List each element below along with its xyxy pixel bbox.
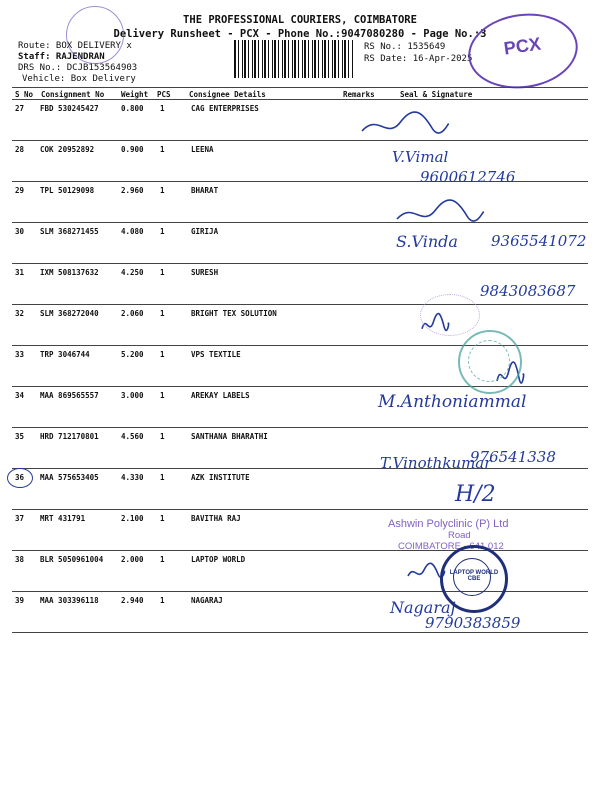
signature-text: V.Vimal	[392, 148, 449, 166]
table-top-rule	[12, 87, 588, 88]
signature-text: M.Anthoniammal	[378, 392, 527, 412]
row-consignee: NAGARAJ	[191, 596, 223, 605]
row-sno: 38	[15, 555, 25, 564]
table-header-rule	[12, 99, 588, 100]
row-consignment-no: TRP 3046744	[40, 350, 90, 359]
vehicle-label: Vehicle: Box Delivery	[22, 74, 136, 84]
row-pcs: 1	[160, 186, 165, 195]
row-consignment-no: IXM 508137632	[40, 268, 99, 277]
row-sno: 30	[15, 227, 25, 236]
row-weight: 2.060	[121, 309, 144, 318]
barcode	[232, 40, 357, 80]
row-pcs: 1	[160, 473, 165, 482]
col-sno: S No	[15, 90, 34, 99]
row-weight: 2.000	[121, 555, 144, 564]
row-consignee: SANTHANA BHARATHI	[191, 432, 268, 441]
row-consignment-no: BLR 5050961004	[40, 555, 104, 564]
row-consignee: LEENA	[191, 145, 214, 154]
row-consignee: VPS TEXTILE	[191, 350, 241, 359]
row-pcs: 1	[160, 268, 165, 277]
row-pcs: 1	[160, 309, 165, 318]
col-seal: Seal & Signature	[400, 90, 473, 99]
row-pcs: 1	[160, 145, 165, 154]
teal-seal-stamp	[458, 330, 522, 394]
row-weight: 4.330	[121, 473, 144, 482]
row-consignment-no: MAA 869565557	[40, 391, 99, 400]
col-remarks: Remarks	[343, 90, 375, 99]
row-sno: 29	[15, 186, 25, 195]
sno-36-circle	[7, 468, 33, 488]
row-divider	[12, 140, 588, 141]
signature-scribble	[395, 198, 485, 228]
row-divider	[12, 468, 588, 469]
row-weight: 5.200	[121, 350, 144, 359]
row-consignee: LAPTOP WORLD	[191, 555, 246, 564]
row-sno: 39	[15, 596, 25, 605]
row-divider	[12, 263, 588, 264]
row-consignee: GIRIJA	[191, 227, 219, 236]
signature-phone: 9843083687	[480, 282, 576, 300]
clinic-stamp-city: COIMBATORE - 641 012	[398, 541, 504, 552]
col-weight: Weight	[121, 90, 149, 99]
row-weight: 4.080	[121, 227, 144, 236]
row-sno: 33	[15, 350, 25, 359]
signature-scribble	[360, 110, 450, 140]
row-weight: 3.000	[121, 391, 144, 400]
row-consignee: CAG ENTERPRISES	[191, 104, 259, 113]
row-consignment-no: TPL 50129098	[40, 186, 95, 195]
row-divider	[12, 304, 588, 305]
signature-text: T.Vinothkumar	[380, 454, 492, 472]
row-sno: 37	[15, 514, 25, 523]
pcx-stamp-text: PCX	[502, 33, 543, 59]
rs-no-label: RS No.: 1535649	[364, 42, 446, 52]
laptop-world-stamp	[440, 545, 508, 613]
row-pcs: 1	[160, 227, 165, 236]
row-divider	[12, 222, 588, 223]
row-sno: 31	[15, 268, 25, 277]
row-divider	[12, 632, 588, 633]
company-title: THE PROFESSIONAL COURIERS, COIMBATORE	[183, 14, 417, 26]
staff-label: Staff: RAJENDRAN	[18, 52, 105, 62]
signature-phone: 9365541072	[491, 232, 587, 250]
row-consignment-no: MRT 431791	[40, 514, 86, 523]
signature-text: H/2	[455, 482, 496, 507]
row-pcs: 1	[160, 350, 165, 359]
route-label: Route: BOX DELIVERY x	[18, 41, 132, 51]
signature-text: Nagaraj	[390, 598, 456, 617]
row-weight: 0.800	[121, 104, 144, 113]
row-consignment-no: SLM 368272040	[40, 309, 99, 318]
col-pcs: PCS	[157, 90, 171, 99]
signature-text: S.Vinda	[396, 232, 458, 251]
row-pcs: 1	[160, 391, 165, 400]
row-consignee: AREKAY LABELS	[191, 391, 250, 400]
signature-phone: 976541338	[470, 448, 556, 466]
row-sno: 27	[15, 104, 25, 113]
row-pcs: 1	[160, 555, 165, 564]
drs-label: DRS No.: DCJB153564903	[18, 63, 138, 73]
purple-faint-stamp	[420, 294, 480, 336]
clinic-stamp-road: Road	[448, 530, 471, 541]
row-consignee: BAVITHA RAJ	[191, 514, 241, 523]
row-sno: 36	[15, 473, 25, 482]
laptop-world-stamp-text: LAPTOP WORLD CBE	[449, 570, 499, 582]
row-weight: 4.250	[121, 268, 144, 277]
row-consignment-no: COK 20952892	[40, 145, 95, 154]
row-weight: 2.100	[121, 514, 144, 523]
row-consignment-no: HRD 712170801	[40, 432, 99, 441]
row-consignee: BRIGHT TEX SOLUTION	[191, 309, 277, 318]
row-weight: 4.560	[121, 432, 144, 441]
row-sno: 28	[15, 145, 25, 154]
col-consignee: Consignee Details	[189, 90, 266, 99]
row-consignee: AZK INSTITUTE	[191, 473, 250, 482]
row-sno: 34	[15, 391, 25, 400]
row-weight: 2.960	[121, 186, 144, 195]
row-pcs: 1	[160, 514, 165, 523]
row-divider	[12, 427, 588, 428]
row-weight: 0.900	[121, 145, 144, 154]
signature-phone: 9790383859	[425, 614, 521, 632]
runsheet-subtitle: Delivery Runsheet - PCX - Phone No.:9047080280 - Page No.:3	[113, 28, 487, 40]
row-pcs: 1	[160, 596, 165, 605]
row-weight: 2.940	[121, 596, 144, 605]
row-divider	[12, 509, 588, 510]
corner-stamp-left	[66, 6, 124, 64]
row-consignee: BHARAT	[191, 186, 219, 195]
row-consignment-no: MAA 303396118	[40, 596, 99, 605]
row-sno: 32	[15, 309, 25, 318]
clinic-stamp-name: Ashwin Polyclinic (P) Ltd	[388, 518, 509, 530]
signature-phone: 9600612746	[420, 168, 516, 186]
rs-date-label: RS Date: 16-Apr-2025	[364, 54, 473, 64]
row-pcs: 1	[160, 432, 165, 441]
row-consignment-no: MAA 575653405	[40, 473, 99, 482]
row-sno: 35	[15, 432, 25, 441]
row-consignee: SURESH	[191, 268, 219, 277]
row-pcs: 1	[160, 104, 165, 113]
row-consignment-no: FBD 530245427	[40, 104, 99, 113]
col-consignment: Consignment No	[41, 90, 105, 99]
row-consignment-no: SLM 368271455	[40, 227, 99, 236]
